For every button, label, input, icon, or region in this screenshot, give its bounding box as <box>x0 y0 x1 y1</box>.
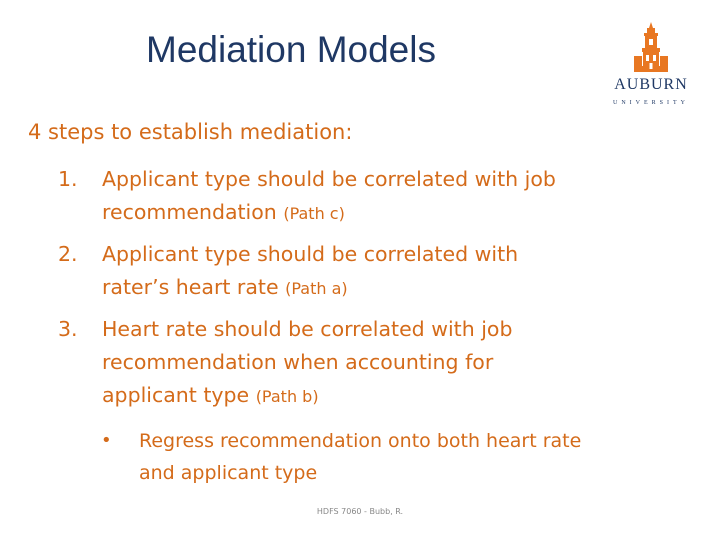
path-label: (Path b) <box>255 387 319 406</box>
step-text-line: Applicant type should be correlated with <box>102 242 519 266</box>
step-2 <box>58 238 708 305</box>
bullet-text-line: Regress recommendation onto both heart rate <box>139 430 582 452</box>
step-text-line: rater’s heart rate (Path a) <box>102 275 348 299</box>
path-label: (Path a) <box>285 279 348 298</box>
logo-wordmark: AUBURN <box>614 76 688 93</box>
step-number: 1. <box>58 167 78 191</box>
step-number: 3. <box>58 317 78 341</box>
logo-subtitle: UNIVERSITY <box>613 100 689 106</box>
tower-icon <box>634 22 668 74</box>
step-text-line: recommendation when accounting for <box>102 350 494 374</box>
slide-title: Mediation Models <box>146 29 436 70</box>
step-text-line: recommendation (Path c) <box>102 200 345 224</box>
intro-text: 4 steps to establish mediation: <box>28 120 353 144</box>
step-text-line: applicant type (Path b) <box>102 383 319 407</box>
step-1 <box>58 163 708 230</box>
step-text-line: Applicant type should be correlated with job <box>102 167 556 191</box>
path-label: (Path c) <box>283 204 345 223</box>
step-text-line: Heart rate should be correlated with job <box>102 317 513 341</box>
step-number: 2. <box>58 242 78 266</box>
sub-bullet <box>101 425 701 489</box>
slide-footer: HDFS 7060 - Bubb, R. <box>316 507 404 516</box>
auburn-university-logo <box>604 22 698 114</box>
step-3 <box>58 313 708 413</box>
bullet-text-line: and applicant type <box>139 462 318 484</box>
bullet-icon: • <box>101 430 112 451</box>
